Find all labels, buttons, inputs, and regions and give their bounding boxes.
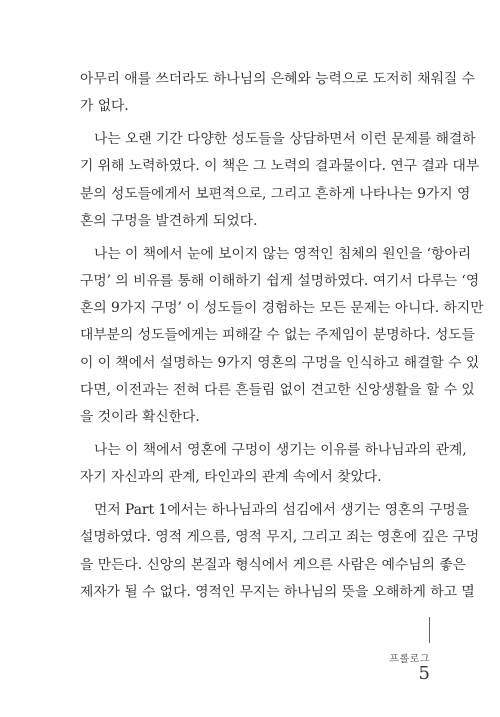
text-line: 설명하였다. 영적 게으름, 영적 무지, 그리고 죄는 영혼에 깊은 구멍 <box>80 529 480 546</box>
text-line: 을 만든다. 신앙의 본질과 형식에서 게으른 사람은 예수님의 좋은 <box>80 556 466 573</box>
text-line: 먼저 Part 1에서는 하나님과의 섬김에서 생기는 영혼의 구멍을 <box>94 502 470 519</box>
text-line: 기 위해 노력하였다. 이 책은 그 노력의 결과물이다. 연구 결과 대부 <box>80 158 480 175</box>
text-line: 제자가 될 수 없다. 영적인 무지는 하나님의 뜻을 오해하게 하고 멸 <box>80 583 475 600</box>
text-line: 가 없다. <box>80 98 129 115</box>
text-line: 자기 자신과의 관계, 타인과의 관계 속에서 찾았다. <box>80 469 382 486</box>
text-line: 을 것이라 확신한다. <box>80 409 200 426</box>
text-line: 혼의 구멍을 발견하게 되었다. <box>80 212 258 229</box>
text-line: 구멍’ 의 비유를 통해 이해하기 쉽게 설명하였다. 여기서 다루는 ‘영 <box>80 272 480 289</box>
body-text <box>80 66 484 606</box>
text-line: 이 이 책에서 설명하는 9가지 영혼의 구멍을 인식하고 해결할 수 있 <box>80 354 480 371</box>
footer-divider <box>429 617 430 643</box>
page-number: 5 <box>418 663 430 684</box>
text-line: 대부분의 성도들에게는 피해갈 수 없는 주제임이 분명하다. 성도들 <box>80 327 475 344</box>
text-line: 아무리 애를 쓰더라도 하나님의 은혜와 능력으로 도저히 채워질 수 <box>80 71 475 87</box>
text-line: 혼의 9가지 구멍’ 이 성도들이 경험하는 모든 문제는 아니다. 하지만 <box>80 300 484 317</box>
running-head: 프롤로그 <box>389 654 430 665</box>
text-line: 나는 이 책에서 영혼에 구멍이 생기는 이유를 하나님과의 관계, <box>94 442 467 459</box>
text-line: 나는 오랜 기간 다양한 성도들을 상담하면서 이런 문제를 해결하 <box>94 130 476 147</box>
text-line: 분의 성도들에게서 보편적으로, 그리고 흔하게 나타나는 9가지 영 <box>80 185 471 202</box>
text-line: 나는 이 책에서 눈에 보이지 않는 영적인 침체의 원인을 ‘항아리 <box>94 245 472 262</box>
text-line: 다면, 이전과는 전혀 다른 흔들림 없이 견고한 신앙생활을 할 수 있 <box>80 382 475 399</box>
